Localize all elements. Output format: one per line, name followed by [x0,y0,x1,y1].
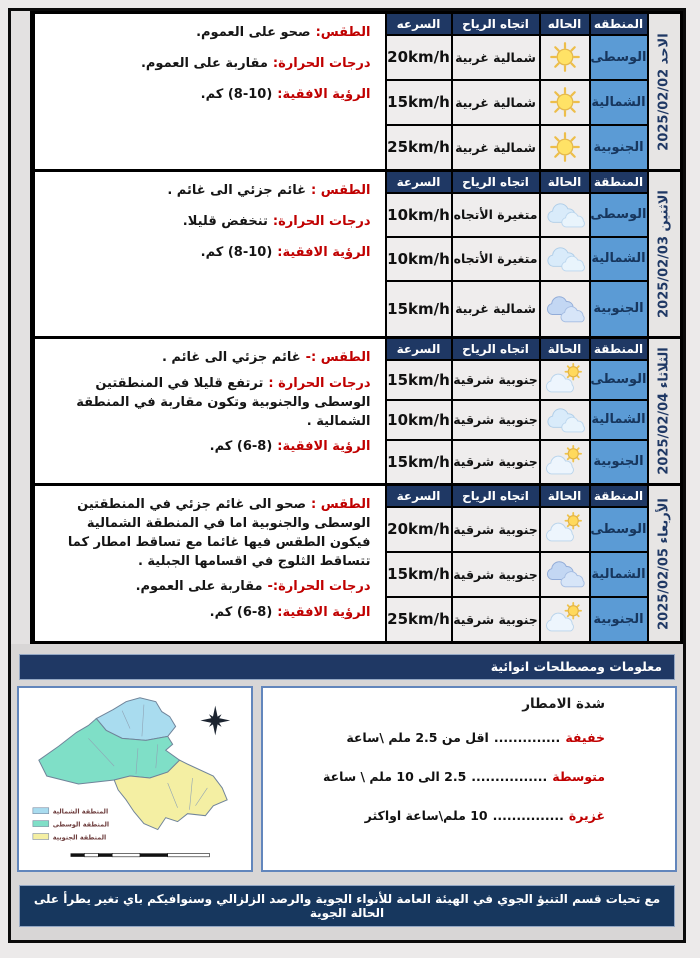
visibility-line [43,604,371,623]
wind-speed-cell: 20km/h [386,507,452,552]
region-cell: الشمالية [590,237,648,281]
weather-line [43,349,371,368]
visibility-label: الرؤية الافقية: [277,605,371,621]
weather-label: الطقس :- [305,350,371,365]
dotted-leader: ............... [492,808,564,823]
forecast-table-monday [32,169,683,339]
table-header-row [34,171,682,193]
rain-value: اقل من 2.5 ملم \ساعة [346,730,489,745]
cloud-icon [543,242,587,276]
temperature-text: مقاربة على العموم. [135,579,263,595]
visibility-text: (10-8) كم. [200,86,273,102]
wind-speed-cell: 15km/h [386,281,452,338]
wind-speed-cell: 25km/h [386,597,452,643]
compass-rose-icon [200,706,230,736]
weather-line [43,24,371,43]
info-title-bar: معلومات ومصطلحات انوائية [19,654,675,680]
condition-cell [540,597,590,643]
condition-cell [540,552,590,597]
col-header-condition: الحالة [540,338,590,360]
wind-speed-cell: 10km/h [386,193,452,237]
weather-text: غائم جزئي الى غائم . [161,350,301,365]
forecast-table-wednesday [32,483,683,644]
wind-direction-cell: شمالية غربية [452,80,540,125]
wind-direction-cell: شمالية غربية [452,35,540,80]
temperature-line [43,55,371,74]
weather-line [43,496,371,571]
region-cell: الوسطى [590,507,648,552]
sun-icon [543,85,587,119]
forecast-section-tuesday [32,336,683,486]
cloud-icon [543,198,587,232]
day-description-cell [34,13,386,171]
legend-swatch-south [33,834,49,840]
table-header-row [34,485,682,507]
col-header-speed: السرعه [386,13,452,35]
region-cell: الجنوبية [590,281,648,338]
wind-speed-cell: 15km/h [386,552,452,597]
wind-direction-cell: جنوبية شرقية [452,507,540,552]
col-header-region: المنطقه [590,13,648,35]
weather-text: غائم جزئي الى غائم . [167,183,307,198]
col-header-wind: اتجاه الرياح [452,171,540,193]
wind-direction-cell: جنوبية شرقية [452,597,540,643]
condition-cell [540,237,590,281]
temperature-label: درجات الحرارة: [272,213,371,229]
wind-speed-cell: 10km/h [386,400,452,440]
legend-label-south: المنطقة الجنوبية [52,833,107,842]
day-date-label: الاثنين 2025/02/03 [656,190,672,318]
rain-intensity-title: شدة الامطار [522,696,605,712]
visibility-line [43,244,371,263]
sun-icon [543,40,587,74]
rain-item-heavy [273,808,605,823]
weather-text: صحو على العموم. [196,25,311,40]
region-cell: الشمالية [590,400,648,440]
clouds-icon [543,557,587,591]
visibility-label: الرؤية الافقية: [277,244,371,260]
forecast-section-monday [32,169,683,339]
sun-icon [543,130,587,164]
wind-speed-cell: 25km/h [386,125,452,171]
col-header-region: المنطقة [590,171,648,193]
day-date-label: الاحد 2025/02/02 [656,32,672,151]
region-cell: الجنوبية [590,125,648,171]
rain-item-light [273,730,605,745]
table-header-row [34,13,682,35]
temperature-label: درجات الحرارة : [268,375,371,391]
condition-cell [540,281,590,338]
condition-cell [540,193,590,237]
weather-text: صحو الى غائم جزئي في المنطقتين الوسطى والجنوبية اما في المنطقة الشمالية فيكون الطقس فيها غائما مع تساقط امطار كما تتساقط الثلوج في اقسامها الجبلية . [67,497,371,569]
sun-cloud-icon [543,445,587,479]
wind-direction-cell: شمالية غربية [452,125,540,171]
condition-cell [540,360,590,400]
day-cell [648,338,682,485]
col-header-wind: اتجاه الرياح [452,485,540,507]
region-cell: الشمالية [590,80,648,125]
rain-value: 2.5 الى 10 ملم \ ساعة [323,769,467,784]
wind-direction-cell: متغيرة الأتجاه [452,193,540,237]
day-cell [648,171,682,338]
condition-cell [540,440,590,485]
wind-speed-cell: 10km/h [386,237,452,281]
wind-speed-cell: 15km/h [386,360,452,400]
left-gutter-column [11,11,32,644]
region-cell: الوسطى [590,360,648,400]
col-header-speed: السرعة [386,171,452,193]
temperature-line [43,375,371,432]
table-header-row [34,338,682,360]
day-date-label: الأربعاء 2025/02/05 [656,497,672,630]
col-header-condition: الحالة [540,171,590,193]
rain-item-moderate [273,769,605,784]
rain-intensity-panel [261,686,677,872]
visibility-text: (8-6) كم. [209,439,273,455]
footer-greeting-bar: مع تحيات قسم التنبؤ الجوي في الهيئة العامة للأنواء الجوية والرصد الزلزالي وسنوافيكم باي تغير يطرأ على الحالة الجوية [19,885,675,927]
temperature-label: درجات الحرارة: [272,55,371,71]
sun-cloud-icon [543,602,587,636]
region-cell: الجنوبية [590,440,648,485]
condition-cell [540,35,590,80]
weather-label: الطقس : [311,183,371,198]
day-description-cell [34,171,386,338]
temperature-line [43,578,371,597]
info-panels [17,686,677,872]
visibility-text: (8-6) كم. [209,605,273,621]
forecast-table-tuesday [32,336,683,486]
visibility-label: الرؤية الافقية: [277,439,371,455]
iraq-map-panel [17,686,253,872]
weather-line [43,182,371,201]
col-header-speed: السرعة [386,485,452,507]
weather-label: الطقس : [311,497,371,512]
day-cell [648,13,682,171]
wind-direction-cell: شمالية غربية [452,281,540,338]
legend-label-north: المنطقة الشمالية [52,807,109,816]
region-cell: الوسطى [590,35,648,80]
rain-label: غزيرة [568,808,605,823]
forecast-table-sunday [32,11,683,172]
wind-direction-cell: جنوبية شرقية [452,400,540,440]
wind-direction-cell: جنوبية شرقية [452,360,540,400]
wind-direction-cell: متغيرة الأتجاه [452,237,540,281]
sun-cloud-icon [543,363,587,397]
region-cell: الجنوبية [590,597,648,643]
col-header-speed: السرعة [386,338,452,360]
iraq-map [19,688,247,870]
col-header-condition: الحالة [540,485,590,507]
visibility-line [43,438,371,457]
temperature-line [43,213,371,232]
wind-speed-cell: 20km/h [386,35,452,80]
forecast-sections [32,11,683,644]
temperature-label: درجات الحرارة:- [267,579,371,595]
dotted-leader: ................ [471,769,548,784]
map-scale-bar [71,853,210,856]
legend-label-central: المنطقة الوسطى [52,820,110,829]
temperature-text: مقاربة على العموم. [140,55,268,71]
legend-swatch-central [33,821,49,827]
clouds-icon [543,292,587,326]
temperature-text: تنخفض قليلا. [182,213,268,229]
info-zone [11,644,683,940]
condition-cell [540,507,590,552]
sun-cloud-icon [543,512,587,546]
day-date-label: الثلاثاء 2025/02/04 [656,347,672,475]
weather-label: الطقس: [315,25,371,40]
day-description-cell [34,485,386,643]
day-cell [648,485,682,643]
forecast-tables-zone [11,11,683,644]
legend-swatch-north [33,808,49,814]
forecast-section-wednesday [32,483,683,644]
col-header-condition: الحاله [540,13,590,35]
wind-speed-cell: 15km/h [386,440,452,485]
condition-cell [540,400,590,440]
rain-label: متوسطة [552,769,605,784]
condition-cell [540,125,590,171]
col-header-region: المنطقة [590,485,648,507]
wind-direction-cell: جنوبية شرقية [452,552,540,597]
col-header-wind: اتجاه الرياح [452,13,540,35]
wind-speed-cell: 15km/h [386,80,452,125]
region-cell: الوسطى [590,193,648,237]
temperature-text: ترتفع قليلا في المنطقتين الوسطى والجنوبية وتكون مقاربة في المنطقة الشمالية . [76,375,371,429]
visibility-line [43,86,371,105]
col-header-region: المنطقة [590,338,648,360]
map-legend [33,808,109,842]
forecast-section-sunday [32,11,683,172]
rain-value: 10 ملم\ساعة اواكثر [364,808,488,823]
rain-label: خفيفة [565,730,605,745]
visibility-label: الرؤية الافقية: [277,86,371,102]
region-cell: الشمالية [590,552,648,597]
condition-cell [540,80,590,125]
wind-direction-cell: جنوبية شرقية [452,440,540,485]
day-description-cell [34,338,386,485]
document-page [8,8,686,943]
dotted-leader: .............. [493,730,561,745]
cloud-icon [543,403,587,437]
visibility-text: (10-8) كم. [200,244,273,260]
col-header-wind: اتجاه الرياح [452,338,540,360]
